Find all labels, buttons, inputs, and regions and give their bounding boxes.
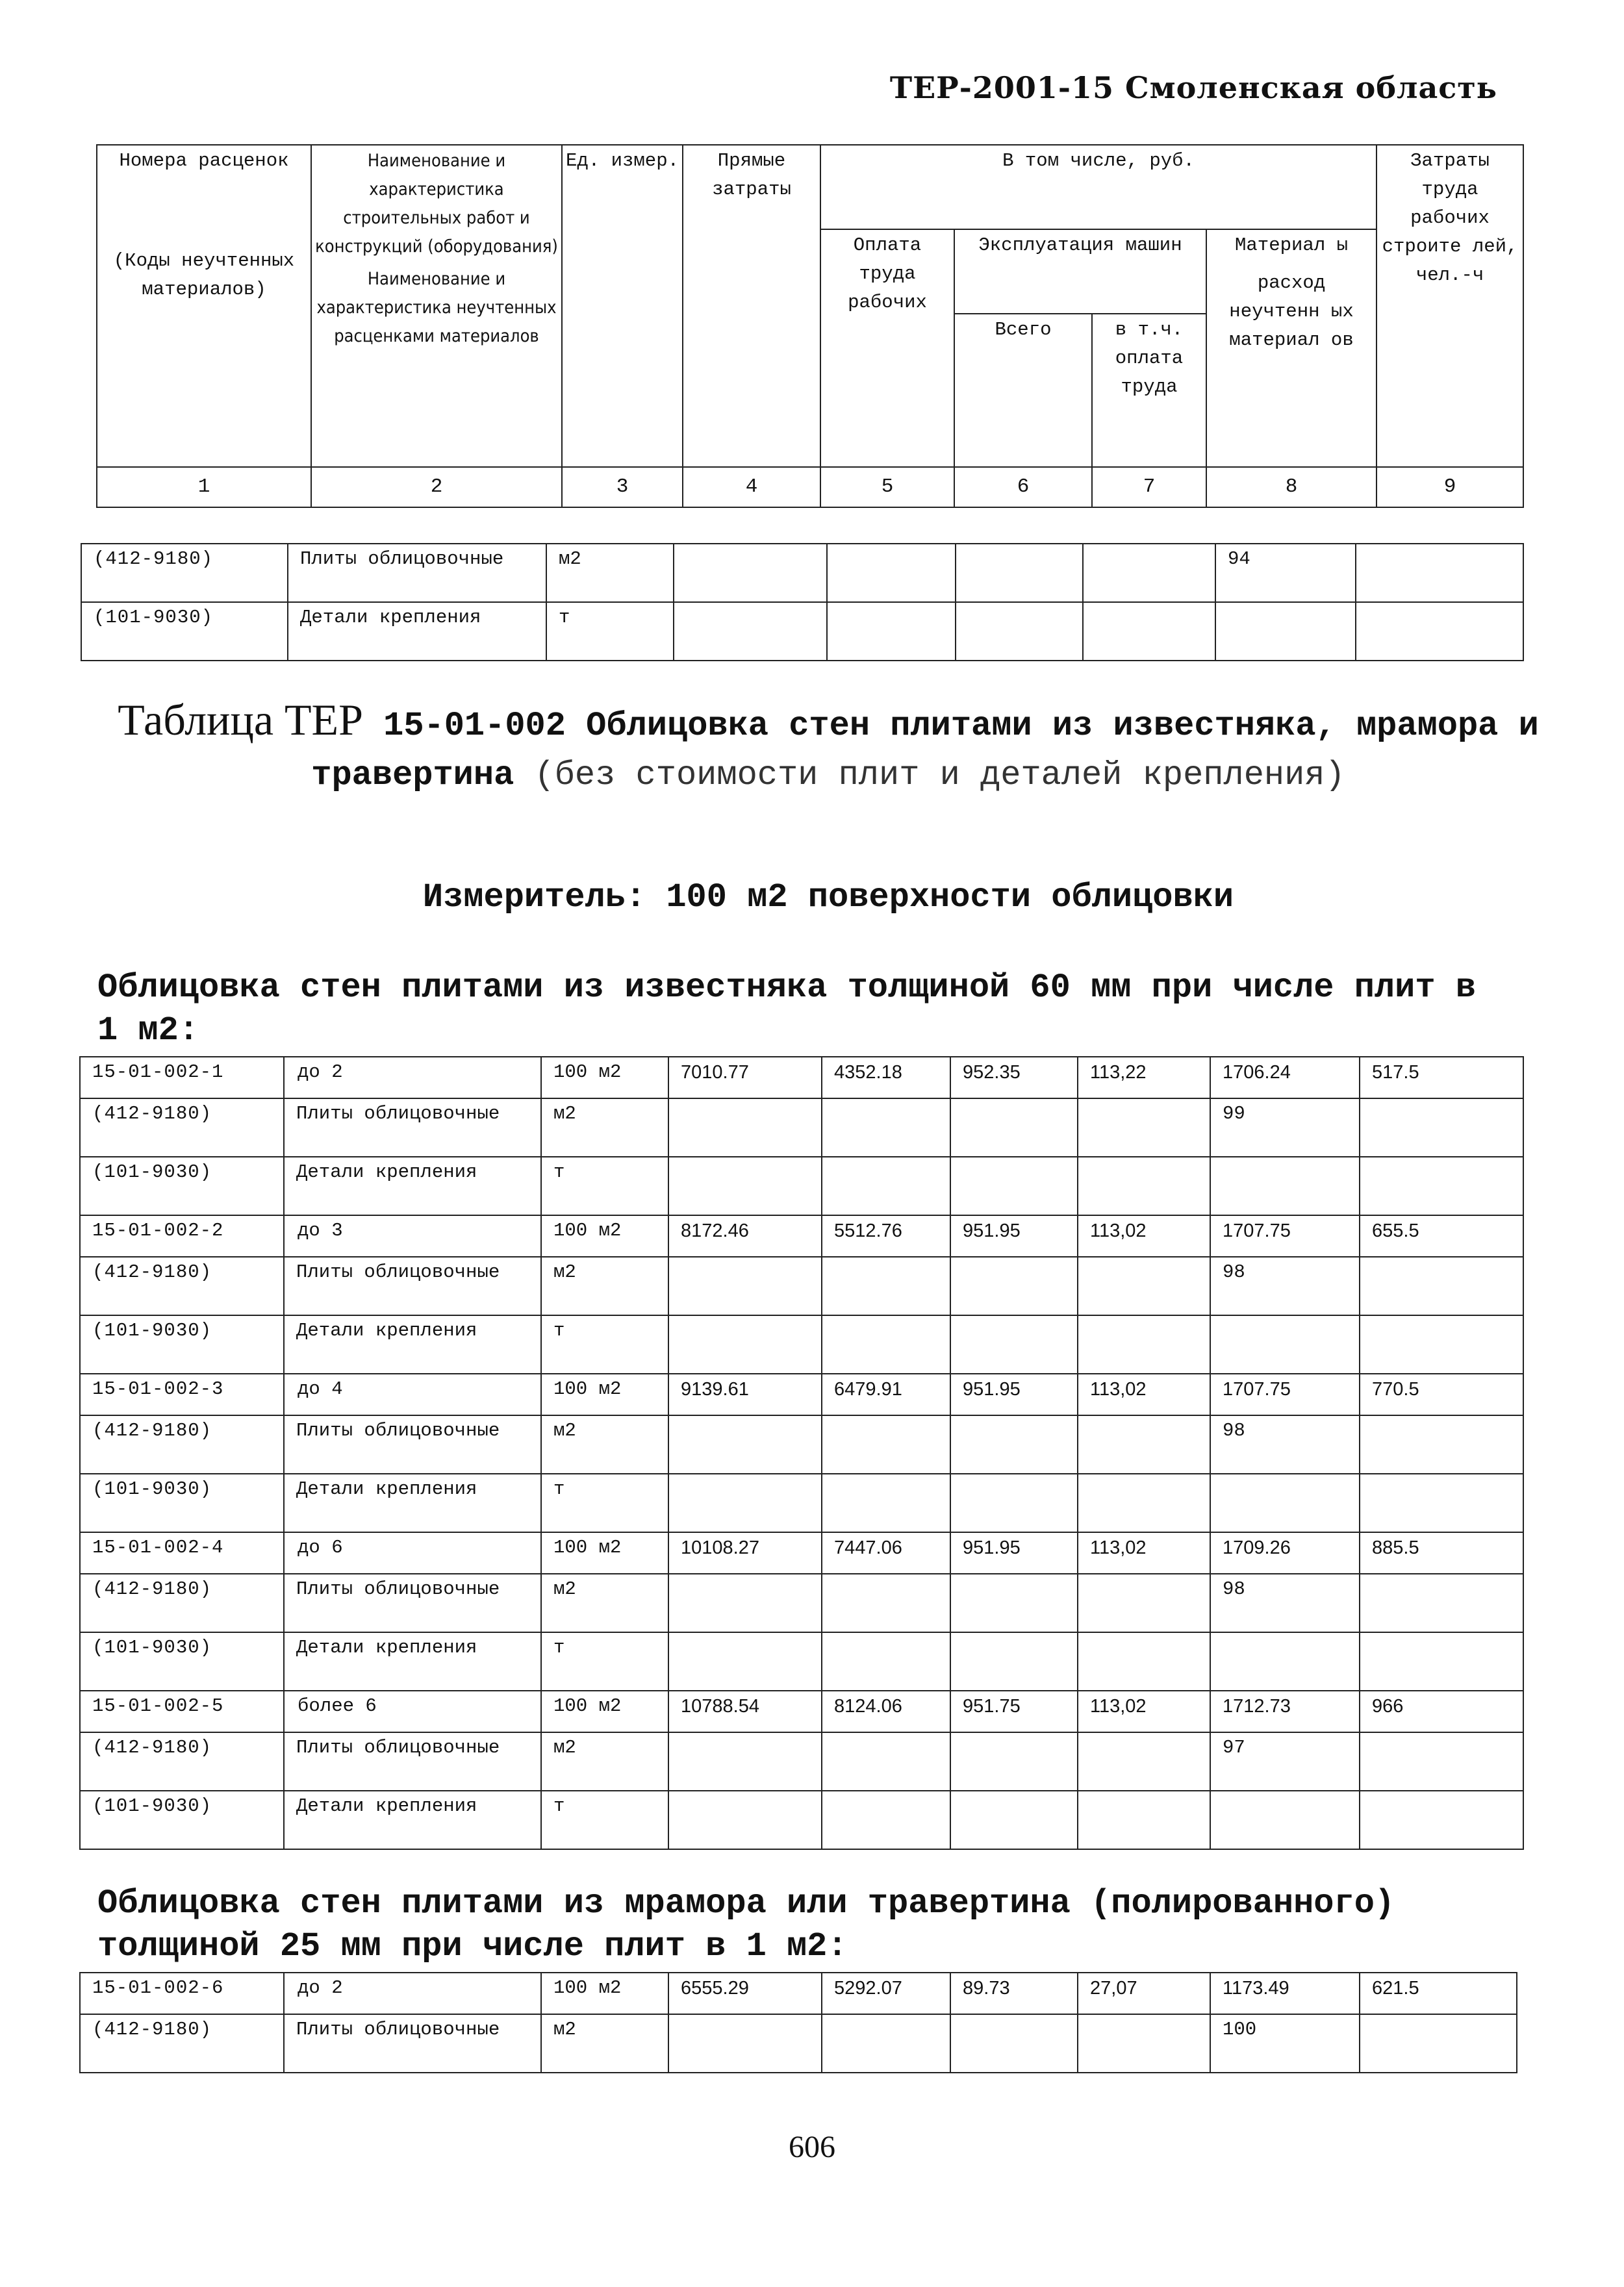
empty-cell [668,1732,822,1791]
empty-cell [950,1098,1078,1157]
empty-cell [1360,1474,1523,1532]
material-row [80,1574,1523,1632]
material-code: (101-9030) [80,1632,284,1691]
table-row [81,544,1523,602]
material-qty [1210,1474,1360,1532]
material-row [80,1257,1523,1315]
material-unit: м2 [546,544,674,602]
rate-labor-cost: 7447.06 [822,1532,950,1574]
material-code: (101-9030) [80,1474,284,1532]
material-unit: т [541,1632,668,1691]
material-qty: 98 [1210,1257,1360,1315]
rate-machines-labor-cost: 113,02 [1078,1374,1210,1415]
rate-row [80,1215,1523,1257]
empty-cell [1078,2014,1210,2073]
material-name: Детали крепления [288,602,546,661]
rate-labor-cost: 4352.18 [822,1057,950,1098]
empty-cell [1360,2014,1517,2073]
empty-cell [822,1098,950,1157]
material-row [80,1732,1523,1791]
measurement-unit: Измеритель: 100 м2 поверхности облицовки [422,878,1234,916]
empty-cell [822,1474,950,1532]
rate-machines-labor-cost: 113,02 [1078,1532,1210,1574]
material-unit: м2 [541,1574,668,1632]
rate-labor-hours: 770.5 [1360,1374,1523,1415]
material-qty [1215,602,1356,661]
empty-cell [668,1791,822,1849]
col-header-direct: Прямые затраты [683,145,820,467]
empty-cell [668,1315,822,1374]
rate-name: до 6 [284,1532,541,1574]
material-row [80,1474,1523,1532]
rate-materials-cost: 1707.75 [1210,1374,1360,1415]
rates-table-limestone [79,1056,1524,1850]
rate-materials-cost: 1173.49 [1210,1973,1360,2014]
material-qty [1210,1632,1360,1691]
rate-machines-cost: 951.95 [950,1532,1078,1574]
col-header-machines: Эксплуатация машин [954,229,1206,314]
rate-materials-cost: 1712.73 [1210,1691,1360,1732]
rate-materials-cost: 1707.75 [1210,1215,1360,1257]
rate-unit: 100 м2 [541,1215,668,1257]
empty-cell [1360,1632,1523,1691]
empty-cell [1078,1257,1210,1315]
col-number: 8 [1206,467,1377,507]
material-code: (412-9180) [80,1415,284,1474]
empty-cell [822,1157,950,1215]
empty-cell [668,1632,822,1691]
material-code: (101-9030) [80,1315,284,1374]
empty-cell [668,2014,822,2073]
empty-cell [950,1257,1078,1315]
material-code: (412-9180) [80,2014,284,2073]
material-name: Детали крепления [284,1474,541,1532]
empty-cell [950,1632,1078,1691]
material-name: Плиты облицовочные [284,1574,541,1632]
material-name: Детали крепления [284,1632,541,1691]
col-header-unit: Ед. измер. [562,145,683,467]
col-header-codes: Номера расценок (Коды неучтенных материалов) [97,145,311,467]
rate-labor-cost: 6479.91 [822,1374,950,1415]
empty-cell [1078,1732,1210,1791]
material-qty: 94 [1215,544,1356,602]
material-name: Плиты облицовочные [284,1098,541,1157]
material-code: (412-9180) [81,544,288,602]
material-unit: т [546,602,674,661]
empty-cell [1360,1791,1523,1849]
col-number: 5 [820,467,954,507]
col-number: 7 [1092,467,1206,507]
empty-cell [1360,1415,1523,1474]
rate-unit: 100 м2 [541,1532,668,1574]
column-header-table [96,144,1524,508]
table-title-main: 15-01-002 Облицовка стен плитами из известняка, мрамора и травертина [311,707,1539,794]
material-name: Детали крепления [284,1315,541,1374]
rate-labor-hours: 517.5 [1360,1057,1523,1098]
empty-cell [668,1157,822,1215]
empty-cell [668,1098,822,1157]
rate-code: 15-01-002-4 [80,1532,284,1574]
rates-table-marble [79,1972,1517,2073]
empty-cell [950,2014,1078,2073]
column-number-row [97,467,1523,507]
col-header-materials: Материал ы расход неучтенн ых материал ов [1206,229,1377,467]
material-name: Плиты облицовочные [288,544,546,602]
empty-cell [950,1315,1078,1374]
material-row [80,2014,1517,2073]
material-qty: 100 [1210,2014,1360,2073]
rate-name: до 2 [284,1057,541,1098]
material-row [80,1791,1523,1849]
material-unit: т [541,1157,668,1215]
rate-row [80,1374,1523,1415]
rate-unit: 100 м2 [541,1057,668,1098]
table-title-note: (без стоимости плит и деталей крепления) [514,756,1345,794]
rate-labor-cost: 8124.06 [822,1691,950,1732]
page-header-title: ТЕР-2001-15 Смоленская область [889,70,1497,105]
material-unit: м2 [541,2014,668,2073]
rate-materials-cost: 1709.26 [1210,1532,1360,1574]
empty-cell [1360,1574,1523,1632]
rate-machines-labor-cost: 113,02 [1078,1691,1210,1732]
empty-cell [950,1791,1078,1849]
empty-cell [668,1474,822,1532]
rate-code: 15-01-002-3 [80,1374,284,1415]
table-title-prefix: Таблица ТЕР [118,695,363,744]
material-unit: т [541,1315,668,1374]
material-qty [1210,1157,1360,1215]
empty-cell [1078,1574,1210,1632]
empty-cell [822,1315,950,1374]
rate-labor-hours: 621.5 [1360,1973,1517,2014]
material-code: (101-9030) [80,1791,284,1849]
empty-cell [668,1574,822,1632]
rate-direct-cost: 10108.27 [668,1532,822,1574]
rate-materials-cost: 1706.24 [1210,1057,1360,1098]
material-qty [1210,1791,1360,1849]
rate-code: 15-01-002-6 [80,1973,284,2014]
empty-cell [950,1732,1078,1791]
rate-direct-cost: 10788.54 [668,1691,822,1732]
material-code: (412-9180) [80,1098,284,1157]
rate-machines-labor-cost: 113,02 [1078,1215,1210,1257]
empty-cell [1078,1632,1210,1691]
rate-machines-cost: 89.73 [950,1973,1078,2014]
rate-machines-labor-cost: 27,07 [1078,1973,1210,2014]
material-code: (412-9180) [80,1574,284,1632]
empty-cell [1360,1732,1523,1791]
rate-machines-cost: 951.95 [950,1374,1078,1415]
col-header-labor: Оплата труда рабочих [820,229,954,467]
empty-cell [822,1415,950,1474]
material-unit: м2 [541,1257,668,1315]
section-heading-marble: Облицовка стен плитами из мрамора или травертина (полированного) толщиной 25 мм при числе плит в 1 м2: [97,1884,1395,1965]
rate-labor-cost: 5292.07 [822,1973,950,2014]
material-qty: 99 [1210,1098,1360,1157]
material-qty: 98 [1210,1574,1360,1632]
col-header-name: Наименование и характеристика строительных работ и конструкций (оборудования) Наименование и характеристика неучтенных расценками материалов [311,145,562,467]
rate-row [80,1057,1523,1098]
col-number: 2 [311,467,562,507]
material-row [80,1098,1523,1157]
empty-cell [668,1257,822,1315]
empty-cell [668,1415,822,1474]
material-code: (412-9180) [80,1732,284,1791]
rate-machines-labor-cost: 113,22 [1078,1057,1210,1098]
rate-machines-cost: 952.35 [950,1057,1078,1098]
empty-cell [822,1732,950,1791]
material-row [80,1315,1523,1374]
empty-cell [950,1157,1078,1215]
col-number: 1 [97,467,311,507]
empty-cell [822,1632,950,1691]
section-heading-limestone: Облицовка стен плитами из известняка толщиной 60 мм при числе плит в 1 м2: [97,968,1476,1050]
rate-code: 15-01-002-1 [80,1057,284,1098]
rate-machines-cost: 951.95 [950,1215,1078,1257]
col-number: 6 [954,467,1092,507]
col-header-machines-total: Всего [954,314,1092,467]
rate-code: 15-01-002-5 [80,1691,284,1732]
material-unit: м2 [541,1732,668,1791]
material-row [80,1632,1523,1691]
rate-labor-hours: 966 [1360,1691,1523,1732]
empty-cell [822,1574,950,1632]
table-row [81,602,1523,661]
col-header-including: В том числе, руб. [820,145,1377,229]
page-number: 606 [789,2130,835,2164]
material-code: (412-9180) [80,1257,284,1315]
col-header-labor-hours: Затраты труда рабочих строите лей, чел.-ч [1377,145,1523,467]
rate-direct-cost: 8172.46 [668,1215,822,1257]
empty-cell [1360,1315,1523,1374]
material-row [80,1157,1523,1215]
col-number: 4 [683,467,820,507]
col-header-machines-labor: в т.ч. оплата труда [1092,314,1206,467]
table-title [97,696,1559,799]
material-code: (101-9030) [81,602,288,661]
material-name: Детали крепления [284,1157,541,1215]
empty-cell [950,1474,1078,1532]
empty-cell [1078,1474,1210,1532]
empty-cell [1360,1157,1523,1215]
rate-direct-cost: 9139.61 [668,1374,822,1415]
empty-cell [822,1791,950,1849]
rate-direct-cost: 6555.29 [668,1973,822,2014]
col-number: 9 [1377,467,1523,507]
rate-name: до 4 [284,1374,541,1415]
rate-row [80,1973,1517,2014]
rate-unit: 100 м2 [541,1691,668,1732]
empty-cell [1078,1415,1210,1474]
carryover-materials-table [81,543,1524,661]
rate-labor-cost: 5512.76 [822,1215,950,1257]
rate-name: более 6 [284,1691,541,1732]
empty-cell [950,1574,1078,1632]
material-unit: м2 [541,1098,668,1157]
material-qty: 98 [1210,1415,1360,1474]
rate-name: до 3 [284,1215,541,1257]
rate-labor-hours: 655.5 [1360,1215,1523,1257]
rate-row [80,1532,1523,1574]
empty-cell [1078,1791,1210,1849]
material-row [80,1415,1523,1474]
empty-cell [1078,1157,1210,1215]
empty-cell [1360,1098,1523,1157]
material-unit: м2 [541,1415,668,1474]
empty-cell [822,1257,950,1315]
material-name: Плиты облицовочные [284,1415,541,1474]
material-name: Плиты облицовочные [284,1732,541,1791]
material-name: Плиты облицовочные [284,1257,541,1315]
material-qty: 97 [1210,1732,1360,1791]
rate-name: до 2 [284,1973,541,2014]
material-qty [1210,1315,1360,1374]
material-name: Детали крепления [284,1791,541,1849]
rate-code: 15-01-002-2 [80,1215,284,1257]
rate-direct-cost: 7010.77 [668,1057,822,1098]
empty-cell [822,2014,950,2073]
empty-cell [1078,1098,1210,1157]
empty-cell [1078,1315,1210,1374]
rate-labor-hours: 885.5 [1360,1532,1523,1574]
rate-unit: 100 м2 [541,1973,668,2014]
material-code: (101-9030) [80,1157,284,1215]
material-unit: т [541,1474,668,1532]
material-name: Плиты облицовочные [284,2014,541,2073]
empty-cell [950,1415,1078,1474]
empty-cell [1360,1257,1523,1315]
material-unit: т [541,1791,668,1849]
rate-row [80,1691,1523,1732]
col-number: 3 [562,467,683,507]
rate-machines-cost: 951.75 [950,1691,1078,1732]
rate-unit: 100 м2 [541,1374,668,1415]
